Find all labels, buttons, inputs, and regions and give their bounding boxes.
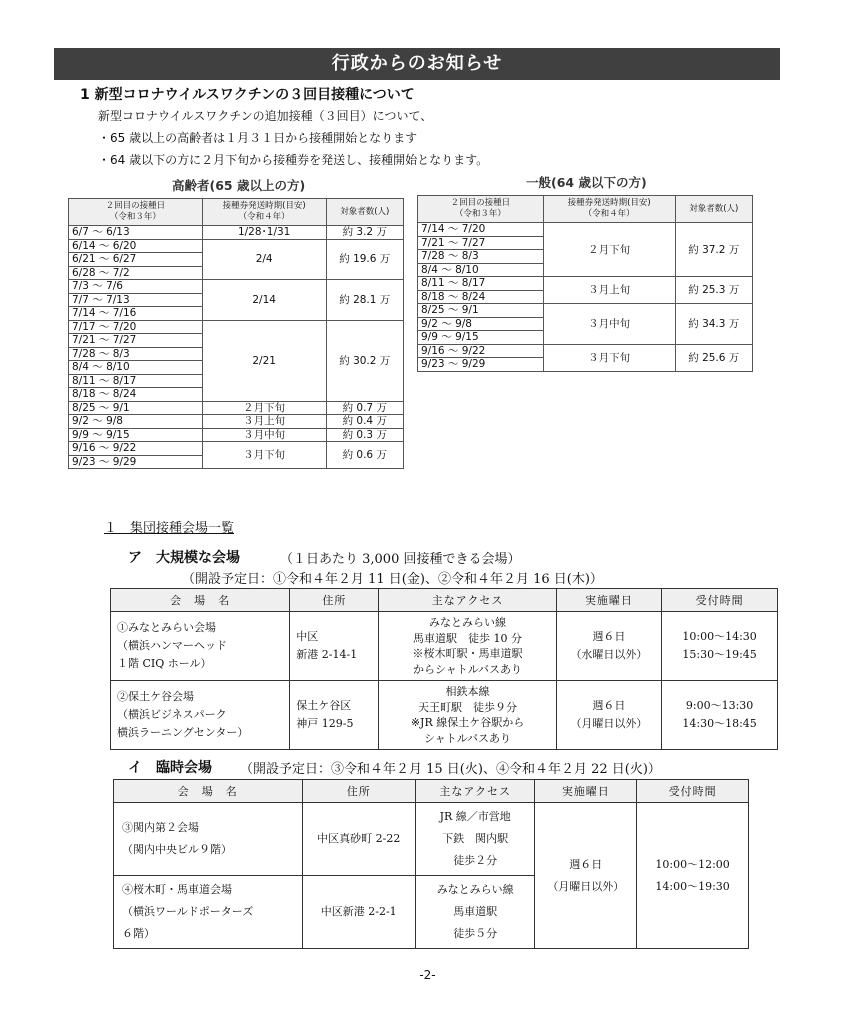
target-count-cell: 約 0.3 万 [326,428,403,442]
venue-access-line: 馬車道駅 徒歩 10 分 [413,631,523,645]
column-header: 会 場 名 [114,780,303,803]
column-header: 受付時間 [637,780,749,803]
venue-name-line: 横浜ラーニングセンター） [117,726,249,739]
venue-row [114,803,749,876]
date-range-cell: 7/28 ～ 8/3 [69,347,203,361]
venue-access-line: 馬車道駅 [453,905,498,918]
header-row [69,199,404,226]
venue-hours-line: 14:30～18:45 [682,717,757,730]
venue-list-title: １ 集団接種会場一覧 [104,521,235,536]
venue-days-line: （月曜日以外） [547,879,625,893]
date-range-cell: 7/7 ～ 7/13 [69,293,203,307]
send-period-cell: ３月中旬 [543,304,675,345]
column-header [69,199,203,226]
venue-name-line: ②保土ケ谷会場 [117,690,194,703]
date-range-cell: 8/25 ～ 9/1 [418,304,544,318]
column-header [418,196,544,223]
venue-hours-cell [662,681,778,750]
send-period-cell: ２月下旬 [543,223,675,277]
date-range-cell: 8/4 ～ 8/10 [418,263,544,277]
venue-name-line: ④桜木町・馬車道会場 [122,883,232,896]
venue-access-cell [379,612,556,681]
venue-days-line: （水曜日以外） [570,648,648,661]
header-row [418,196,753,223]
column-header: 実施曜日 [535,780,637,803]
header-row [111,589,778,612]
table-row [418,304,753,318]
elderly-table-caption: 高齢者(65 歳以上の方) [172,178,306,193]
column-header [326,199,403,226]
table-row [418,277,753,291]
column-header: 会 場 名 [111,589,290,612]
column-header: 住所 [302,780,415,803]
temp-venue-open-dates: （開設予定日：③令和４年２月 15 日(火)、④令和４年２月 22 日(火)） [240,762,661,777]
date-range-cell: 7/14 ～ 7/16 [69,307,203,321]
venue-address-cell: 中区新港 2-2-1 [302,876,415,949]
venue-address-line: 神戸 129-5 [296,717,354,730]
venue-name-cell [114,876,303,949]
table-row [69,428,404,442]
venue-address-cell: 中区真砂町 2-22 [302,803,415,876]
intro-line: ・65 歳以上の高齢者は１月３１日から接種開始となります [98,131,418,145]
target-count-cell: 約 0.6 万 [326,442,403,469]
column-header [202,199,326,226]
venue-hours-line: 10:00～14:30 [682,630,757,643]
venue-days-line: 週６日 [592,699,626,712]
date-range-cell: 7/14 ～ 7/20 [418,223,544,237]
venue-access-line: 下鉄 関内駅 [442,832,509,845]
venue-days-cell [556,612,662,681]
column-header [675,196,752,223]
column-header: 住所 [290,589,379,612]
send-period-cell: ３月下旬 [543,344,675,371]
column-header-text: ２回目の接種日 [450,198,511,208]
date-range-cell: 9/9 ～ 9/15 [418,331,544,345]
section-heading: 1 新型コロナウイルスワクチンの３回目接種について [80,87,415,103]
venue-days-line: （月曜日以外） [570,717,648,730]
send-period-cell: ３月下旬 [202,442,326,469]
send-period-cell: 2/21 [202,320,326,401]
venue-access-line: シャトルバスあり [424,731,512,745]
venue-access-line: JR 線／市営地 [439,810,511,823]
date-range-cell: 9/23 ～ 9/29 [418,358,544,372]
page-number: -2- [419,968,436,982]
send-period-cell: ２月下旬 [202,401,326,415]
venue-access-cell [379,681,556,750]
temp-venue-table [113,779,749,949]
table-row [69,320,404,334]
column-header: 主なアクセス [415,780,534,803]
table-row [69,442,404,456]
venue-hours-line: 15:30～19:45 [682,648,757,661]
table-row [69,280,404,294]
date-range-cell: 8/11 ～ 8/17 [69,374,203,388]
temp-venue-title: イ 臨時会場 [128,760,212,776]
venue-hours-cell [662,612,778,681]
venue-access-cell [415,803,534,876]
venue-address-line: 保土ケ谷区 [296,699,352,712]
venue-access-line: からシャトルバスあり [413,662,523,676]
date-range-cell: 7/21 ～ 7/27 [418,236,544,250]
date-range-cell: 6/14 ～ 6/20 [69,239,203,253]
column-header-text: （令和４年） [583,209,635,219]
venue-name-line: ①みなとみらい会場 [117,621,216,634]
target-count-cell: 約 34.3 万 [675,304,752,345]
send-period-cell: ３月上旬 [543,277,675,304]
date-range-cell: 6/28 ～ 7/2 [69,266,203,280]
general-schedule-table [417,195,753,372]
column-header-text: （令和４年） [238,212,290,222]
large-venue-note: （１日あたり 3,000 回接種できる会場） [280,552,521,567]
column-header-text: 接種券発送時期(目安) [567,198,651,208]
large-venue-table [110,588,778,750]
venue-address-cell [290,681,379,750]
target-count-cell: 約 25.6 万 [675,344,752,371]
venue-hours-line: 14:00～19:30 [655,879,730,893]
target-count-cell: 約 30.2 万 [326,320,403,401]
venue-access-line: 徒歩２分 [453,854,498,867]
date-range-cell: 8/18 ～ 8/24 [418,290,544,304]
table-row [69,239,404,253]
venue-hours-cell [637,803,749,949]
table-row [418,344,753,358]
column-header: 実施曜日 [556,589,662,612]
venue-row [111,612,778,681]
venue-access-cell [415,876,534,949]
venue-access-line: みなとみらい線 [429,616,507,629]
large-venue-open-dates: （開設予定日：①令和４年２月 11 日(金)、②令和４年２月 16 日(木)） [182,572,603,587]
target-count-cell: 約 37.2 万 [675,223,752,277]
date-range-cell: 6/7 ～ 6/13 [69,226,203,240]
general-table-caption: 一般(64 歳以下の方) [526,175,647,190]
large-venue-title: ア 大規模な会場 [128,550,240,566]
venue-days-cell [535,803,637,949]
send-period-cell: 2/4 [202,239,326,280]
venue-address-line: 新港 2-14-1 [296,648,358,661]
column-header: 主なアクセス [379,589,556,612]
column-header-text: （令和３年） [109,212,161,222]
venue-name-line: ６階） [122,927,155,940]
venue-address-line: 中区 [296,630,319,643]
venue-name-line: （横浜ビジネスパーク [117,708,227,721]
page-banner: 行政からのお知らせ [54,48,780,80]
target-count-cell: 約 28.1 万 [326,280,403,321]
venue-name-cell [111,612,290,681]
venue-days-line: 週６日 [592,630,626,643]
venue-name-line: （横浜ワールドポーターズ [122,905,254,918]
venue-days-cell [556,681,662,750]
venue-access-line: ※JR 線保土ケ谷駅から [410,716,525,729]
venue-access-line: 相鉄本線 [445,685,490,698]
date-range-cell: 9/2 ～ 9/8 [69,415,203,429]
elderly-schedule-table [68,198,404,469]
column-header-text: （令和３年） [454,209,506,219]
table-row [69,415,404,429]
venue-name-line: （横浜ハンマーヘッド [117,639,227,652]
date-range-cell: 7/17 ～ 7/20 [69,320,203,334]
target-count-cell: 約 3.2 万 [326,226,403,240]
venue-name-line: １階 CIQ ホール） [117,657,212,670]
date-range-cell: 9/23 ～ 9/29 [69,455,203,469]
venue-address-cell [290,612,379,681]
venue-access-line: みなとみらい線 [436,883,514,896]
target-count-cell: 約 0.4 万 [326,415,403,429]
send-period-cell: 1/28･1/31 [202,226,326,240]
venue-access-line: 天王町駅 徒歩９分 [418,700,518,714]
date-range-cell: 6/21 ～ 6/27 [69,253,203,267]
venue-hours-line: 10:00～12:00 [655,857,730,871]
venue-days-line: 週６日 [569,857,603,871]
venue-access-line: 徒歩５分 [453,927,498,940]
venue-name-line: ③関内第２会場 [122,821,199,834]
send-period-cell: ３月中旬 [202,428,326,442]
venue-row [111,681,778,750]
venue-hours-line: 9:00～13:30 [685,699,754,712]
column-header-text: ２回目の接種日 [105,201,166,211]
header-row [114,780,749,803]
date-range-cell: 7/21 ～ 7/27 [69,334,203,348]
intro-line: 新型コロナウイルスワクチンの追加接種（３回目）について、 [98,109,433,123]
column-header [543,196,675,223]
table-row [418,223,753,237]
venue-name-cell [111,681,290,750]
column-header-text: 対象者数(人) [340,206,390,217]
date-range-cell: 7/3 ～ 7/6 [69,280,203,294]
date-range-cell: 9/2 ～ 9/8 [418,317,544,331]
target-count-cell: 約 19.6 万 [326,239,403,280]
table-row [69,226,404,240]
column-header-text: 接種券発送時期(目安) [222,201,306,211]
column-header-text: 対象者数(人) [689,203,739,214]
column-header: 受付時間 [662,589,778,612]
date-range-cell: 8/4 ～ 8/10 [69,361,203,375]
send-period-cell: ３月上旬 [202,415,326,429]
date-range-cell: 9/16 ～ 9/22 [418,344,544,358]
table-row [69,401,404,415]
venue-name-line: （関内中央ビル９階） [122,843,232,856]
send-period-cell: 2/14 [202,280,326,321]
date-range-cell: 8/18 ～ 8/24 [69,388,203,402]
target-count-cell: 約 25.3 万 [675,277,752,304]
intro-line: ・64 歳以下の方に２月下旬から接種券を発送し、接種開始となります。 [98,153,489,167]
date-range-cell: 7/28 ～ 8/3 [418,250,544,264]
target-count-cell: 約 0.7 万 [326,401,403,415]
date-range-cell: 9/16 ～ 9/22 [69,442,203,456]
venue-name-cell [114,803,303,876]
date-range-cell: 9/9 ～ 9/15 [69,428,203,442]
date-range-cell: 8/25 ～ 9/1 [69,401,203,415]
venue-access-line: ※桜木町駅・馬車道駅 [412,647,523,660]
date-range-cell: 8/11 ～ 8/17 [418,277,544,291]
